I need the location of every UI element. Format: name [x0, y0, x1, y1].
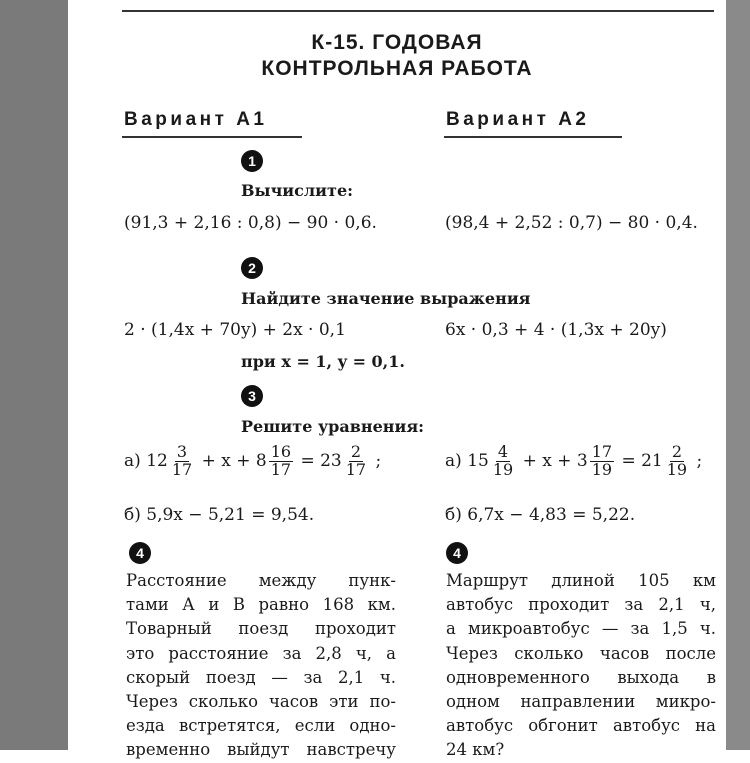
eq-middle: + x + 8	[201, 451, 267, 472]
task3-a2-equation-a	[445, 444, 702, 479]
variant-a2-heading: Вариант А2	[446, 109, 590, 130]
text-line: езда встретятся, если одно-	[126, 716, 396, 736]
task1-heading: Вычислите:	[241, 181, 354, 200]
eq-label: а)	[445, 451, 462, 472]
task1-number-badge: 1	[241, 150, 263, 172]
top-rule	[122, 10, 714, 12]
fraction: $\frac{17}{19}$	[591, 442, 613, 479]
task3-a1-equation-b: б) 5,9x − 5,21 = 9,54.	[124, 505, 315, 525]
task4-a2-number-badge: 4	[446, 542, 468, 564]
fraction: $\frac{2}{17}$	[345, 442, 367, 479]
left-border	[0, 0, 68, 750]
task2-number-badge: 2	[241, 257, 263, 279]
fraction: $\frac{16}{17}$	[270, 442, 292, 479]
eq-label: а)	[124, 451, 141, 472]
text-line: автобус проходит за 2,1 ч,	[446, 595, 716, 615]
task2-a2-expression: 6x · 0,3 + 4 · (1,3x + 20y)	[445, 320, 667, 340]
page-title-line2: КОНТРОЛЬНАЯ РАБОТА	[261, 57, 533, 80]
eq-end: ;	[696, 451, 703, 472]
variant-a1-heading: Вариант А1	[124, 109, 268, 130]
text-line: тами А и В равно 168 км.	[126, 595, 396, 615]
text-line: одном направлении микро-	[446, 692, 716, 712]
eq-equals: = 23	[300, 451, 342, 472]
text-line: Товарный поезд проходит	[126, 619, 396, 639]
eq-end: ;	[375, 451, 382, 472]
fraction: $\frac{2}{19}$	[666, 442, 688, 479]
text-line: Расстояние между пунк-	[126, 571, 396, 590]
task3-a2-equation-b: б) 6,7x − 4,83 = 5,22.	[445, 505, 636, 525]
right-border	[726, 0, 750, 750]
text-line: 24 км?	[446, 740, 505, 760]
text-line: одновременного выхода в	[446, 667, 716, 687]
task4-a1-text	[126, 569, 396, 763]
text-line: Через сколько часов эти по-	[126, 692, 396, 712]
text-line: а микроавтобус — за 1,5 ч.	[446, 619, 716, 639]
task3-heading: Решите уравнения:	[241, 417, 425, 436]
text-line: временно выйдут навстречу	[126, 740, 396, 760]
task2-heading: Найдите значение выражения	[241, 289, 531, 308]
task3-number-badge: 3	[241, 385, 263, 407]
task2-a1-expression: 2 · (1,4x + 70y) + 2x · 0,1	[124, 320, 346, 340]
task1-a1-expression: (91,3 + 2,16 : 0,8) − 90 · 0,6.	[124, 213, 377, 233]
task4-a2-text	[446, 569, 716, 763]
eq-whole: 15	[467, 451, 489, 472]
text-line: это расстояние за 2,8 ч, а	[126, 643, 396, 663]
task2-condition: при x = 1, y = 0,1.	[241, 352, 405, 371]
eq-equals: = 21	[621, 451, 663, 472]
page-title-line1: К-15. ГОДОВАЯ	[311, 31, 483, 54]
variant-a1-rule	[122, 136, 302, 138]
text-line: скорый поезд — за 2,1 ч.	[126, 667, 396, 687]
text-line: Через сколько часов после	[446, 643, 716, 663]
text-line: автобус обгонит автобус на	[446, 716, 716, 736]
eq-middle: + x + 3	[522, 451, 588, 472]
text-line: Маршрут длиной 105 км	[446, 571, 716, 590]
fraction: $\frac{3}{17}$	[171, 442, 193, 479]
eq-whole: 12	[146, 451, 168, 472]
task1-a2-expression: (98,4 + 2,52 : 0,7) − 80 · 0,4.	[445, 213, 698, 233]
fraction: $\frac{4}{19}$	[492, 442, 514, 479]
task3-a1-equation-a	[124, 444, 381, 479]
task4-a1-number-badge: 4	[129, 542, 151, 564]
variant-a2-rule	[444, 136, 622, 138]
